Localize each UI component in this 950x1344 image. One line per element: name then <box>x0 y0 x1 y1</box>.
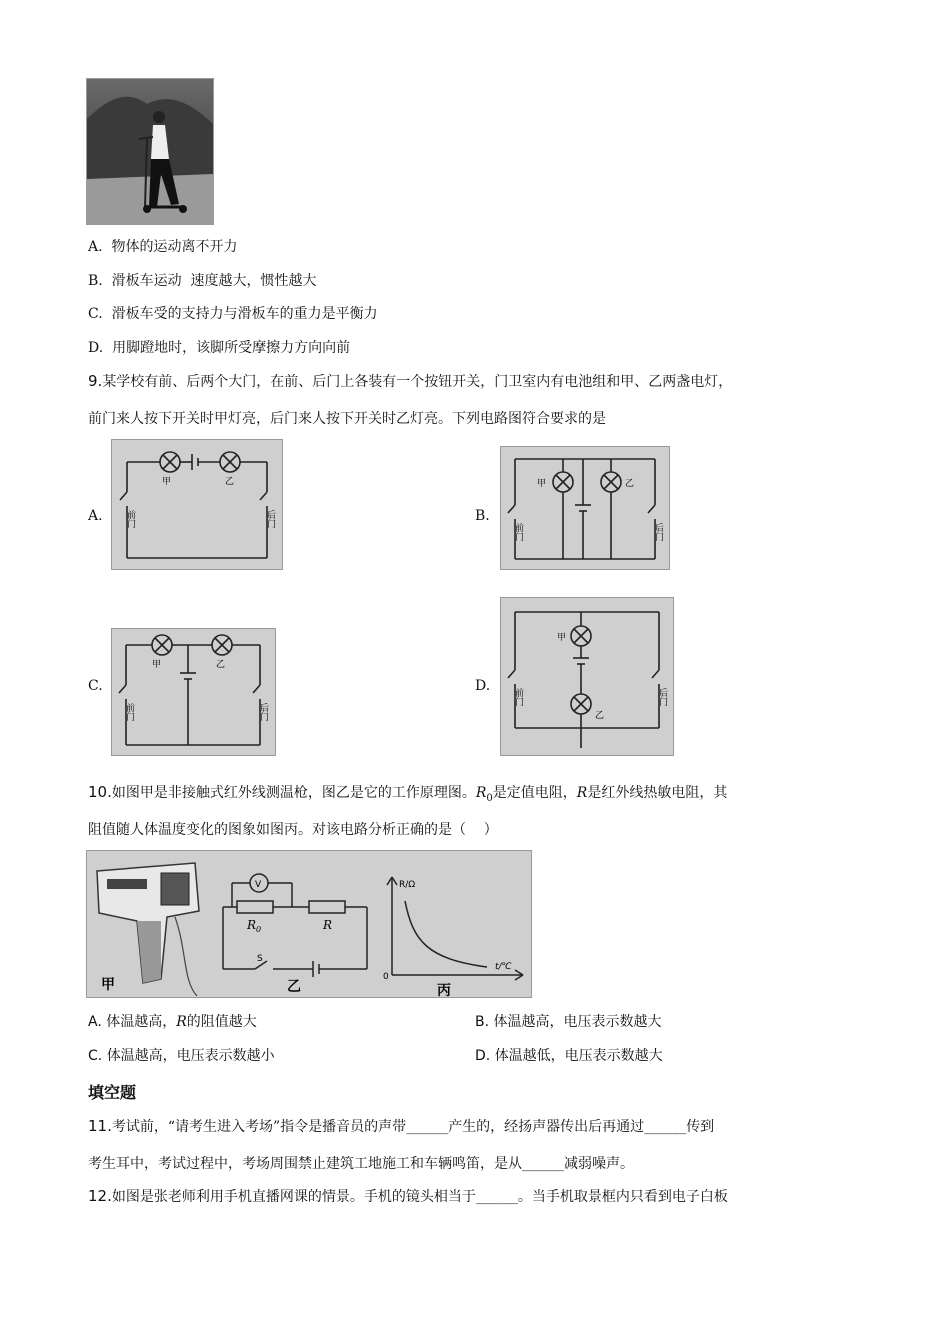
figure-label-r0-subscript: 0 <box>256 925 262 934</box>
circuit-c-svg <box>112 629 275 755</box>
switch-label-back: 后门 <box>265 510 275 528</box>
switch-label-front: 前门 <box>124 703 134 721</box>
option-letter: A. <box>88 239 103 255</box>
q9-option-d-letter: D. <box>475 678 491 694</box>
circuit-diagram-c <box>111 628 276 756</box>
q9-option-c-letter: C. <box>88 678 103 694</box>
stem-text: 。当手机取景框内只看到电子白板 <box>517 1189 728 1205</box>
question-number: 12. <box>88 1187 112 1205</box>
option-letter: B. <box>88 273 103 289</box>
variable-r0-subscript: 0 <box>486 792 493 804</box>
option-text: 用脚蹬地时，该脚所受摩擦力方向向前 <box>112 340 351 356</box>
q8-option-d <box>88 338 350 358</box>
option-letter: D. <box>475 1048 491 1064</box>
option-text: 体温越高，电压表示数越小 <box>106 1048 275 1064</box>
figure-label-yi: 乙 <box>287 979 301 995</box>
scooter-photo <box>86 78 214 225</box>
axis-label-x: t/℃ <box>495 962 512 972</box>
option-letter: B. <box>475 1014 490 1030</box>
q9-option-b-letter: B. <box>475 508 490 524</box>
stem-text: 考生耳中，考试过程中，考场周围禁止建筑工地施工和车辆鸣笛，是从 <box>88 1156 522 1172</box>
variable-r: R <box>576 785 588 801</box>
q11-line2 <box>88 1154 634 1174</box>
figure-label-r0-letter: R <box>247 918 257 932</box>
q8-option-a <box>88 237 237 257</box>
question-number: 11. <box>88 1117 112 1135</box>
q10-stem-line2 <box>88 820 498 840</box>
option-letter: C. <box>88 306 103 322</box>
q12-line1 <box>88 1186 728 1207</box>
figure-label-s: S <box>257 954 263 964</box>
question-number: 9. <box>88 372 103 390</box>
option-text: 滑板车运动 速度越大，惯性越大 <box>111 273 317 289</box>
option-text: 滑板车受的支持力与滑板车的重力是平衡力 <box>111 306 378 322</box>
switch-label-front: 前门 <box>125 510 135 528</box>
lamp-label-yi: 乙 <box>225 477 235 487</box>
q10-option-d <box>475 1046 663 1066</box>
thermometer-figure <box>86 850 532 998</box>
option-letter: A. <box>88 1014 102 1030</box>
switch-label-back: 后门 <box>653 523 663 541</box>
switch-label-back: 后门 <box>657 688 667 706</box>
answer-blank: ______ <box>644 1119 687 1135</box>
q9-option-a-letter: A. <box>88 508 103 524</box>
q9-stem-line1 <box>88 371 732 392</box>
circuit-a-svg <box>112 440 282 569</box>
lamp-label-jia: 甲 <box>537 479 547 489</box>
lamp-label-yi: 乙 <box>595 711 605 721</box>
figure-label-v: V <box>255 880 262 890</box>
stem-text: 如图甲是非接触式红外线测温枪，图乙是它的工作原理图。 <box>111 785 476 801</box>
figure-label-r: R <box>323 918 333 932</box>
q10-option-b <box>475 1012 662 1032</box>
stem-text: 某学校有前、后两个大门，在前、后门上各装有一个按钮开关，门卫室内有电池组和甲、乙两盏电灯， <box>102 374 733 390</box>
option-text: 体温越高，电压表示数越大 <box>493 1014 662 1030</box>
stem-text: 阻值随人体温度变化的图象如图丙。对该电路分析正确的是（ ） <box>88 822 498 838</box>
stem-text: 是定值电阻， <box>492 785 577 801</box>
lamp-label-jia: 甲 <box>557 633 567 643</box>
switch-label-back: 后门 <box>258 703 268 721</box>
question-number: 10. <box>88 783 112 801</box>
stem-text: 减弱噪声。 <box>564 1156 634 1172</box>
lamp-label-yi: 乙 <box>625 479 635 489</box>
circuit-d-svg <box>501 598 673 755</box>
figure-label-bing: 丙 <box>437 983 451 997</box>
figure-label-r0 <box>246 918 261 934</box>
option-text: 物体的运动离不开力 <box>111 239 238 255</box>
lamp-label-yi: 乙 <box>216 660 226 670</box>
option-text: 体温越高， <box>106 1014 177 1030</box>
axis-label-y: R/Ω <box>399 880 416 890</box>
circuit-diagram-d <box>500 597 674 756</box>
q10-option-c <box>88 1046 275 1066</box>
lamp-label-jia: 甲 <box>162 477 172 487</box>
q11-line1 <box>88 1116 714 1137</box>
scooter-photo-illustration <box>87 79 213 224</box>
option-text: 的阻值越大 <box>186 1014 257 1030</box>
option-text: 体温越低，电压表示数越大 <box>494 1048 663 1064</box>
answer-blank: ______ <box>522 1156 564 1172</box>
option-letter: D. <box>88 340 104 356</box>
q9-stem-line2 <box>88 409 606 429</box>
stem-text: 产生的，经扬声器传出后再通过 <box>448 1119 645 1135</box>
thermometer-figure-svg <box>87 851 531 997</box>
stem-text: 传到 <box>686 1119 715 1135</box>
switch-label-front: 前门 <box>513 523 523 541</box>
axis-origin-label: 0 <box>383 972 389 982</box>
switch-label-front: 前门 <box>513 688 523 706</box>
q10-stem-line1 <box>88 782 727 809</box>
circuit-diagram-a <box>111 439 283 570</box>
figure-label-jia: 甲 <box>101 977 115 993</box>
option-letter: C. <box>88 1048 103 1064</box>
lamp-label-jia: 甲 <box>152 660 162 670</box>
stem-text: 前门来人按下开关时甲灯亮，后门来人按下开关时乙灯亮。下列电路图符合要求的是 <box>88 411 606 427</box>
stem-text: 是红外线热敏电阻，其 <box>587 785 728 801</box>
variable-r: R <box>176 1014 187 1030</box>
circuit-diagram-b <box>500 446 670 570</box>
variable-r0: R <box>475 785 487 801</box>
q10-option-a <box>88 1012 257 1032</box>
q8-option-b <box>88 271 317 291</box>
stem-text: 如图是张老师利用手机直播网课的情景。手机的镜头相当于 <box>111 1189 476 1205</box>
q8-option-c <box>88 304 378 324</box>
stem-text: 考试前，“请考生进入考场”指令是播音员的声带 <box>111 1119 407 1135</box>
circuit-b-svg <box>501 447 669 569</box>
answer-blank: ______ <box>475 1189 518 1205</box>
section-title: 填空题 <box>88 1083 137 1102</box>
answer-blank: ______ <box>406 1119 449 1135</box>
